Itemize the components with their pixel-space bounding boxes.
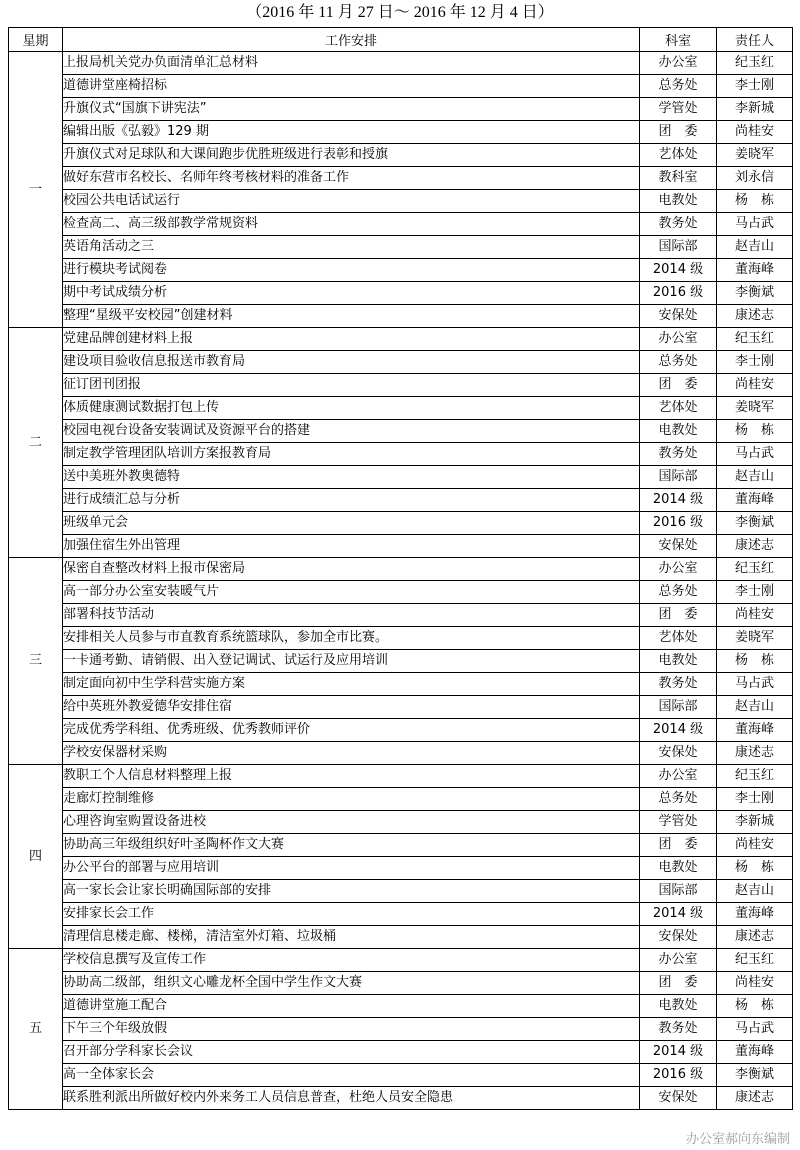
dept-cell: 2014 级 bbox=[640, 1041, 717, 1064]
person-cell: 赵吉山 bbox=[717, 880, 793, 903]
dept-cell: 总务处 bbox=[640, 351, 717, 374]
person-cell: 赵吉山 bbox=[717, 236, 793, 259]
task-cell: 升旗仪式对足球队和大课间跑步优胜班级进行表彰和授旗 bbox=[63, 144, 640, 167]
dept-cell: 艺体处 bbox=[640, 397, 717, 420]
table-row bbox=[9, 213, 793, 236]
dept-cell: 电教处 bbox=[640, 420, 717, 443]
table-row bbox=[9, 1018, 793, 1041]
table-row bbox=[9, 1041, 793, 1064]
dept-cell: 总务处 bbox=[640, 788, 717, 811]
task-cell: 体质健康测试数据打包上传 bbox=[63, 397, 640, 420]
person-cell: 纪玉红 bbox=[717, 765, 793, 788]
date-range-subtitle: （2016 年 11 月 27 日～ 2016 年 12 月 4 日） bbox=[246, 4, 554, 21]
person-cell: 尚桂安 bbox=[717, 972, 793, 995]
day-label: 四 bbox=[9, 765, 63, 949]
task-cell: 制定教学管理团队培训方案报教育局 bbox=[63, 443, 640, 466]
person-cell: 董海峰 bbox=[717, 719, 793, 742]
task-cell: 安排相关人员参与市直教育系统篮球队，参加全市比赛。 bbox=[63, 627, 640, 650]
person-cell: 李士刚 bbox=[717, 581, 793, 604]
table-row bbox=[9, 765, 793, 788]
person-cell: 杨 栋 bbox=[717, 190, 793, 213]
table-row bbox=[9, 857, 793, 880]
table-row bbox=[9, 650, 793, 673]
dept-cell: 国际部 bbox=[640, 236, 717, 259]
person-cell: 康述志 bbox=[717, 1087, 793, 1110]
person-cell: 马占武 bbox=[717, 673, 793, 696]
dept-cell: 国际部 bbox=[640, 466, 717, 489]
dept-cell: 安保处 bbox=[640, 535, 717, 558]
table-row bbox=[9, 351, 793, 374]
person-cell: 董海峰 bbox=[717, 903, 793, 926]
task-cell: 道德讲堂座椅招标 bbox=[63, 75, 640, 98]
dept-cell: 电教处 bbox=[640, 857, 717, 880]
table-row bbox=[9, 742, 793, 765]
person-cell: 李衡斌 bbox=[717, 512, 793, 535]
table-row bbox=[9, 903, 793, 926]
dept-cell: 2014 级 bbox=[640, 259, 717, 282]
person-cell: 尚桂安 bbox=[717, 374, 793, 397]
dept-cell: 教务处 bbox=[640, 1018, 717, 1041]
person-cell: 纪玉红 bbox=[717, 328, 793, 351]
dept-cell: 艺体处 bbox=[640, 144, 717, 167]
weekly-schedule-table bbox=[8, 27, 793, 1110]
task-cell: 英语角活动之三 bbox=[63, 236, 640, 259]
table-row bbox=[9, 282, 793, 305]
task-cell: 征订团刊团报 bbox=[63, 374, 640, 397]
task-cell: 下午三个年级放假 bbox=[63, 1018, 640, 1041]
task-cell: 教职工个人信息材料整理上报 bbox=[63, 765, 640, 788]
person-cell: 姜晓军 bbox=[717, 144, 793, 167]
person-cell: 马占武 bbox=[717, 443, 793, 466]
table-row bbox=[9, 167, 793, 190]
task-cell: 完成优秀学科组、优秀班级、优秀教师评价 bbox=[63, 719, 640, 742]
header-person: 责任人 bbox=[717, 28, 793, 52]
person-cell: 李新城 bbox=[717, 98, 793, 121]
person-cell: 董海峰 bbox=[717, 489, 793, 512]
person-cell: 尚桂安 bbox=[717, 604, 793, 627]
table-row bbox=[9, 719, 793, 742]
table-row bbox=[9, 949, 793, 972]
task-cell: 学校信息撰写及宣传工作 bbox=[63, 949, 640, 972]
dept-cell: 办公室 bbox=[640, 949, 717, 972]
dept-cell: 电教处 bbox=[640, 190, 717, 213]
task-cell: 做好东营市名校长、名师年终考核材料的准备工作 bbox=[63, 167, 640, 190]
task-cell: 心理咨询室购置设备进校 bbox=[63, 811, 640, 834]
table-row bbox=[9, 489, 793, 512]
day-label: 五 bbox=[9, 949, 63, 1110]
task-cell: 清理信息楼走廊、楼梯，清洁室外灯箱、垃圾桶 bbox=[63, 926, 640, 949]
task-cell: 走廊灯控制维修 bbox=[63, 788, 640, 811]
table-row bbox=[9, 236, 793, 259]
table-row bbox=[9, 259, 793, 282]
dept-cell: 学管处 bbox=[640, 811, 717, 834]
dept-cell: 2014 级 bbox=[640, 719, 717, 742]
task-cell: 联系胜利派出所做好校内外来务工人员信息普查，杜绝人员安全隐患 bbox=[63, 1087, 640, 1110]
table-row bbox=[9, 811, 793, 834]
person-cell: 李士刚 bbox=[717, 788, 793, 811]
dept-cell: 办公室 bbox=[640, 328, 717, 351]
compiler-note: 办公室郝向东编制 bbox=[685, 1132, 790, 1147]
person-cell: 董海峰 bbox=[717, 259, 793, 282]
person-cell: 赵吉山 bbox=[717, 696, 793, 719]
dept-cell: 教科室 bbox=[640, 167, 717, 190]
dept-cell: 电教处 bbox=[640, 995, 717, 1018]
dept-cell: 2016 级 bbox=[640, 1064, 717, 1087]
task-cell: 进行成绩汇总与分析 bbox=[63, 489, 640, 512]
schedule-body bbox=[9, 52, 793, 1110]
table-header-row bbox=[9, 28, 793, 52]
dept-cell: 安保处 bbox=[640, 742, 717, 765]
table-row bbox=[9, 696, 793, 719]
task-cell: 召开部分学科家长会议 bbox=[63, 1041, 640, 1064]
dept-cell: 2016 级 bbox=[640, 282, 717, 305]
task-cell: 校园公共电话试运行 bbox=[63, 190, 640, 213]
table-row bbox=[9, 305, 793, 328]
dept-cell: 2014 级 bbox=[640, 903, 717, 926]
dept-cell: 总务处 bbox=[640, 581, 717, 604]
person-cell: 杨 栋 bbox=[717, 650, 793, 673]
table-row bbox=[9, 144, 793, 167]
task-cell: 协助高二级部，组织文心雕龙杯全国中学生作文大赛 bbox=[63, 972, 640, 995]
task-cell: 建设项目验收信息报送市教育局 bbox=[63, 351, 640, 374]
dept-cell: 团 委 bbox=[640, 374, 717, 397]
header-dept: 科室 bbox=[640, 28, 717, 52]
task-cell: 进行模块考试阅卷 bbox=[63, 259, 640, 282]
dept-cell: 安保处 bbox=[640, 926, 717, 949]
task-cell: 一卡通考勤、请销假、出入登记调试、试运行及应用培训 bbox=[63, 650, 640, 673]
task-cell: 期中考试成绩分析 bbox=[63, 282, 640, 305]
table-row bbox=[9, 627, 793, 650]
table-row bbox=[9, 673, 793, 696]
task-cell: 学校安保器材采购 bbox=[63, 742, 640, 765]
task-cell: 保密自查整改材料上报市保密局 bbox=[63, 558, 640, 581]
task-cell: 办公平台的部署与应用培训 bbox=[63, 857, 640, 880]
table-row bbox=[9, 995, 793, 1018]
header-day: 星期 bbox=[9, 28, 63, 52]
person-cell: 尚桂安 bbox=[717, 834, 793, 857]
person-cell: 尚桂安 bbox=[717, 121, 793, 144]
dept-cell: 团 委 bbox=[640, 834, 717, 857]
table-row bbox=[9, 190, 793, 213]
dept-cell: 办公室 bbox=[640, 765, 717, 788]
task-cell: 上报局机关党办负面清单汇总材料 bbox=[63, 52, 640, 75]
person-cell: 马占武 bbox=[717, 213, 793, 236]
day-label: 一 bbox=[9, 52, 63, 328]
table-row bbox=[9, 535, 793, 558]
task-cell: 班级单元会 bbox=[63, 512, 640, 535]
table-row bbox=[9, 121, 793, 144]
dept-cell: 办公室 bbox=[640, 558, 717, 581]
dept-cell: 办公室 bbox=[640, 52, 717, 75]
dept-cell: 教务处 bbox=[640, 213, 717, 236]
table-row bbox=[9, 420, 793, 443]
dept-cell: 2016 级 bbox=[640, 512, 717, 535]
table-row bbox=[9, 926, 793, 949]
table-row bbox=[9, 1087, 793, 1110]
table-row bbox=[9, 52, 793, 75]
person-cell: 杨 栋 bbox=[717, 420, 793, 443]
table-row bbox=[9, 581, 793, 604]
task-cell: 高一家长会让家长明确国际部的安排 bbox=[63, 880, 640, 903]
person-cell: 赵吉山 bbox=[717, 466, 793, 489]
day-label: 三 bbox=[9, 558, 63, 765]
task-cell: 升旗仪式“国旗下讲宪法” bbox=[63, 98, 640, 121]
dept-cell: 电教处 bbox=[640, 650, 717, 673]
table-row bbox=[9, 443, 793, 466]
header-task: 工作安排 bbox=[63, 28, 640, 52]
table-row bbox=[9, 397, 793, 420]
table-row bbox=[9, 374, 793, 397]
dept-cell: 国际部 bbox=[640, 696, 717, 719]
task-cell: 党建品牌创建材料上报 bbox=[63, 328, 640, 351]
dept-cell: 2014 级 bbox=[640, 489, 717, 512]
person-cell: 姜晓军 bbox=[717, 397, 793, 420]
table-row bbox=[9, 98, 793, 121]
table-row bbox=[9, 75, 793, 98]
person-cell: 纪玉红 bbox=[717, 558, 793, 581]
dept-cell: 国际部 bbox=[640, 880, 717, 903]
dept-cell: 团 委 bbox=[640, 604, 717, 627]
person-cell: 董海峰 bbox=[717, 1041, 793, 1064]
dept-cell: 团 委 bbox=[640, 972, 717, 995]
person-cell: 李士刚 bbox=[717, 75, 793, 98]
person-cell: 刘永信 bbox=[717, 167, 793, 190]
person-cell: 杨 栋 bbox=[717, 995, 793, 1018]
dept-cell: 安保处 bbox=[640, 1087, 717, 1110]
task-cell: 整理“星级平安校园”创建材料 bbox=[63, 305, 640, 328]
table-row bbox=[9, 972, 793, 995]
person-cell: 姜晓军 bbox=[717, 627, 793, 650]
table-row bbox=[9, 880, 793, 903]
person-cell: 纪玉红 bbox=[717, 949, 793, 972]
table-row bbox=[9, 328, 793, 351]
table-row bbox=[9, 788, 793, 811]
task-cell: 部署科技节活动 bbox=[63, 604, 640, 627]
person-cell: 马占武 bbox=[717, 1018, 793, 1041]
table-row bbox=[9, 558, 793, 581]
person-cell: 李衡斌 bbox=[717, 282, 793, 305]
task-cell: 道德讲堂施工配合 bbox=[63, 995, 640, 1018]
table-row bbox=[9, 834, 793, 857]
person-cell: 杨 栋 bbox=[717, 857, 793, 880]
dept-cell: 教务处 bbox=[640, 443, 717, 466]
person-cell: 康述志 bbox=[717, 305, 793, 328]
task-cell: 检查高二、高三级部教学常规资料 bbox=[63, 213, 640, 236]
person-cell: 李士刚 bbox=[717, 351, 793, 374]
task-cell: 校园电视台设备安装调试及资源平台的搭建 bbox=[63, 420, 640, 443]
dept-cell: 总务处 bbox=[640, 75, 717, 98]
task-cell: 制定面向初中生学科营实施方案 bbox=[63, 673, 640, 696]
dept-cell: 学管处 bbox=[640, 98, 717, 121]
dept-cell: 艺体处 bbox=[640, 627, 717, 650]
table-row bbox=[9, 466, 793, 489]
person-cell: 康述志 bbox=[717, 742, 793, 765]
task-cell: 编辑出版《弘毅》129 期 bbox=[63, 121, 640, 144]
person-cell: 李新城 bbox=[717, 811, 793, 834]
table-row bbox=[9, 512, 793, 535]
task-cell: 加强住宿生外出管理 bbox=[63, 535, 640, 558]
task-cell: 协助高三年级组织好叶圣陶杯作文大赛 bbox=[63, 834, 640, 857]
person-cell: 康述志 bbox=[717, 535, 793, 558]
dept-cell: 安保处 bbox=[640, 305, 717, 328]
person-cell: 纪玉红 bbox=[717, 52, 793, 75]
table-row bbox=[9, 604, 793, 627]
task-cell: 给中英班外教爱德华安排住宿 bbox=[63, 696, 640, 719]
day-label: 二 bbox=[9, 328, 63, 558]
table-row bbox=[9, 1064, 793, 1087]
person-cell: 康述志 bbox=[717, 926, 793, 949]
task-cell: 高一全体家长会 bbox=[63, 1064, 640, 1087]
task-cell: 高一部分办公室安装暖气片 bbox=[63, 581, 640, 604]
dept-cell: 教务处 bbox=[640, 673, 717, 696]
task-cell: 送中美班外教奥德特 bbox=[63, 466, 640, 489]
person-cell: 李衡斌 bbox=[717, 1064, 793, 1087]
task-cell: 安排家长会工作 bbox=[63, 903, 640, 926]
dept-cell: 团 委 bbox=[640, 121, 717, 144]
